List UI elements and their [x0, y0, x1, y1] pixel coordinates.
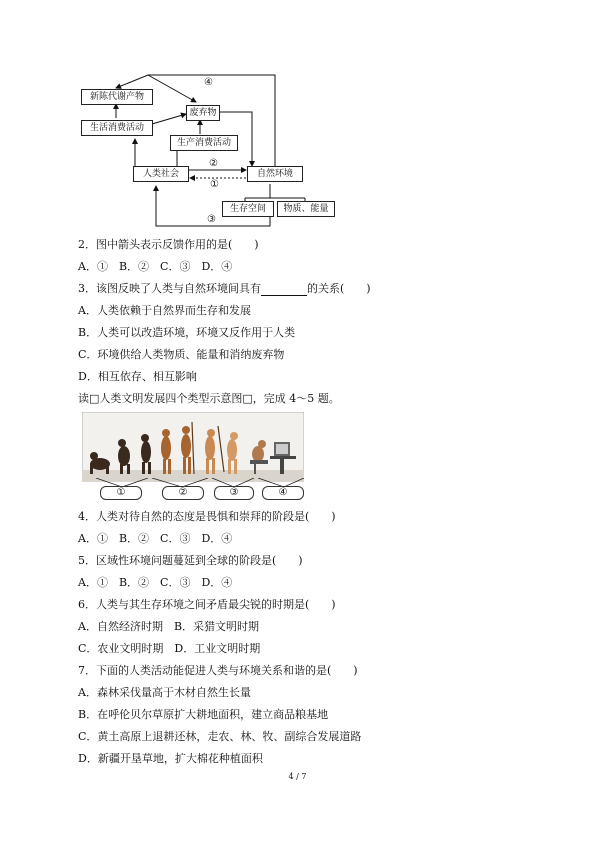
q3-blank [261, 284, 307, 296]
q3-option-a: A．人类依赖于自然界而生存和发展 [78, 304, 251, 317]
intro-text: 读□人类文明发展四个类型示意图□，完成 4～5 题。 [78, 392, 340, 405]
q7-option-d: D．新疆开垦草地，扩大棉花种植面积 [78, 752, 263, 765]
arrow-label-2: ② [209, 158, 218, 169]
node-resources: 物质、能量 [277, 201, 335, 217]
q4-options: A．① B．② C．③ D．④ [78, 532, 233, 545]
q7-option-b: B．在呼伦贝尔草原扩大耕地面积，建立商品粮基地 [78, 708, 329, 721]
stage-label-1: ① [100, 486, 142, 500]
q7-option-c: C．黄土高原上退耕还林，走农、林、牧、副综合发展道路 [78, 730, 362, 743]
q2-stem: 2．图中箭头表示反馈作用的是( ) [78, 238, 259, 251]
node-metabolism: 新陈代谢产物 [81, 89, 153, 105]
q7-stem: 7．下面的人类活动能促进人类与环境关系和谐的是( ) [78, 664, 358, 677]
node-society: 人类社会 [133, 166, 189, 182]
q2-options: A．① B．② C．③ D．④ [78, 260, 233, 273]
cycle-diagram [0, 0, 595, 240]
q6-stem: 6．人类与其生存环境之间矛盾最尖锐的时期是( ) [78, 598, 336, 611]
evolution-illustration [82, 412, 304, 482]
arrow-label-4: ④ [204, 77, 213, 88]
q5-stem: 5．区域性环境问题蔓延到全球的阶段是( ) [78, 554, 303, 567]
page-number: 4 / 7 [288, 772, 307, 781]
arrow-label-3: ③ [207, 214, 216, 225]
node-consumption: 生活消费活动 [81, 120, 153, 136]
q3-option-d: D．相互依存、相互影响 [78, 370, 197, 383]
arrow-label-1: ① [210, 179, 219, 190]
q3-option-c: C．环境供给人类物质、能量和消纳废弃物 [78, 348, 285, 361]
q5-options: A．① B．② C．③ D．④ [78, 576, 233, 589]
stage-label-4: ④ [262, 486, 304, 500]
q3-option-b: B．人类可以改造环境，环境又反作用于人类 [78, 326, 296, 339]
node-space: 生存空间 [222, 201, 274, 217]
q3-stem-before: 3．该图反映了人类与自然环境间具有 [78, 282, 261, 295]
node-nature: 自然环境 [247, 166, 303, 182]
node-waste: 废弃物 [186, 105, 220, 121]
q7-option-a: A．森林采伐量高于木材自然生长量 [78, 686, 251, 699]
q3-stem-after: 的关系( ) [307, 282, 371, 295]
stage-label-2: ② [162, 486, 204, 500]
q3-stem [78, 282, 371, 296]
node-production: 生产消费活动 [170, 135, 238, 151]
evolution-figure [82, 412, 304, 482]
stage-label-3: ③ [214, 486, 254, 500]
q6-options-row1: A．自然经济时期 B．采猎文明时期 [78, 620, 260, 633]
q4-stem: 4．人类对待自然的态度是畏惧和崇拜的阶段是( ) [78, 510, 336, 523]
q6-options-row2: C．农业文明时期 D．工业文明时期 [78, 642, 261, 655]
